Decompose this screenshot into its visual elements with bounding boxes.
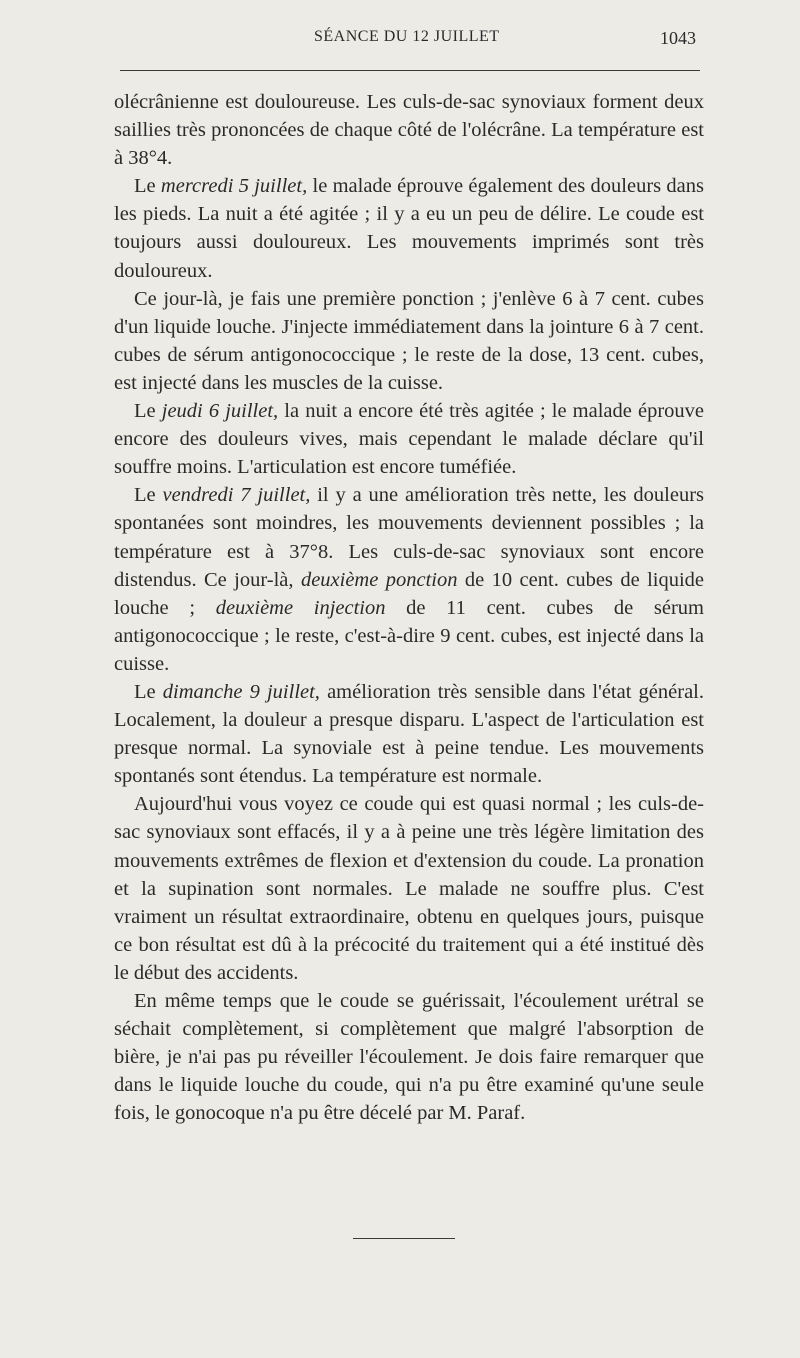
paragraph-aujourdhui: Aujourd'hui vous voyez ce coude qui est quasi normal ; les culs-de-sac synoviaux sont effacés, il y a à peine une très légère limitation des mouvements extrêmes de flexion et d'extension du coude. La pronation et la supination sont normales. Le malade ne souffre plus. C'est vraiment un résultat extraordinaire, obtenu en quelques jours, puisque ce bon résultat est dû à la précocité du traitement qui a été institué dès le début des accidents. [114, 793, 704, 984]
paragraph-ponction: Ce jour-là, je fais une première ponction ; j'enlève 6 à 7 cent. cubes d'un liquide louche. J'injecte immédiatement dans la jointure 6 à 7 cent. cubes de sérum antigonococcique ; le reste de la dose, 13 cent. cubes, est injecté dans les muscles de la cuisse. [114, 287, 704, 394]
paragraph-vendredi: Le vendredi 7 juillet, il y a une amélioration très nette, les douleurs spontanées sont moindres, les mouvements deviennent possibles ; la température est à 37°8. Les culs-de-sac synoviaux sont encore distendus. Ce jour-là, deuxième ponction de 10 cent. cubes de liquide louche ; deuxième injection de 11 cent. cubes de sérum antigonococcique ; le reste, c'est-à-dire 9 cent. cubes, est injecté dans la cuisse. [114, 484, 705, 675]
paragraph-mercredi: Le mercredi 5 juillet, le malade éprouve également des douleurs dans les pieds. La nuit a été agitée ; il y a eu un peu de délire. Le coude est toujours aussi douloureux. Les mouvements imprimés sont très douloureux. [114, 175, 705, 282]
running-title: SÉANCE DU 12 JUILLET [314, 28, 500, 45]
body-text [114, 88, 704, 1127]
paragraph-ecoulement: En même temps que le coude se guérissait, l'écoulement urétral se séchait complètement, si complètement que malgré l'absorption de bière, je n'ai pas pu réveiller l'écoulement. Je dois faire remarquer que dans le liquide louche du coude, qui n'a pu être examiné qu'une seule fois, le gonocoque n'a pu être décelé par M. Paraf. [114, 990, 704, 1125]
page-header [0, 28, 800, 52]
closing-rule [353, 1238, 455, 1239]
header-rule [120, 70, 700, 71]
paragraph-jeudi: Le jeudi 6 juillet, la nuit a encore été très agitée ; le malade éprouve encore des douleurs vives, mais cependant le malade déclare qu'il souffre moins. L'articulation est encore tuméfiée. [114, 400, 705, 479]
page-number: 1043 [660, 28, 696, 48]
paragraph-continuation: olécrânienne est douloureuse. Les culs-de-sac synoviaux forment deux saillies très prononcées de chaque côté de l'olécrâne. La température est à 38°4. [114, 91, 704, 170]
paragraph-dimanche: Le dimanche 9 juillet, amélioration très sensible dans l'état général. Localement, la douleur a presque disparu. L'aspect de l'articulation est presque normal. La synoviale est à peine tendue. Les mouvements spontanés sont étendus. La température est normale. [114, 680, 704, 788]
